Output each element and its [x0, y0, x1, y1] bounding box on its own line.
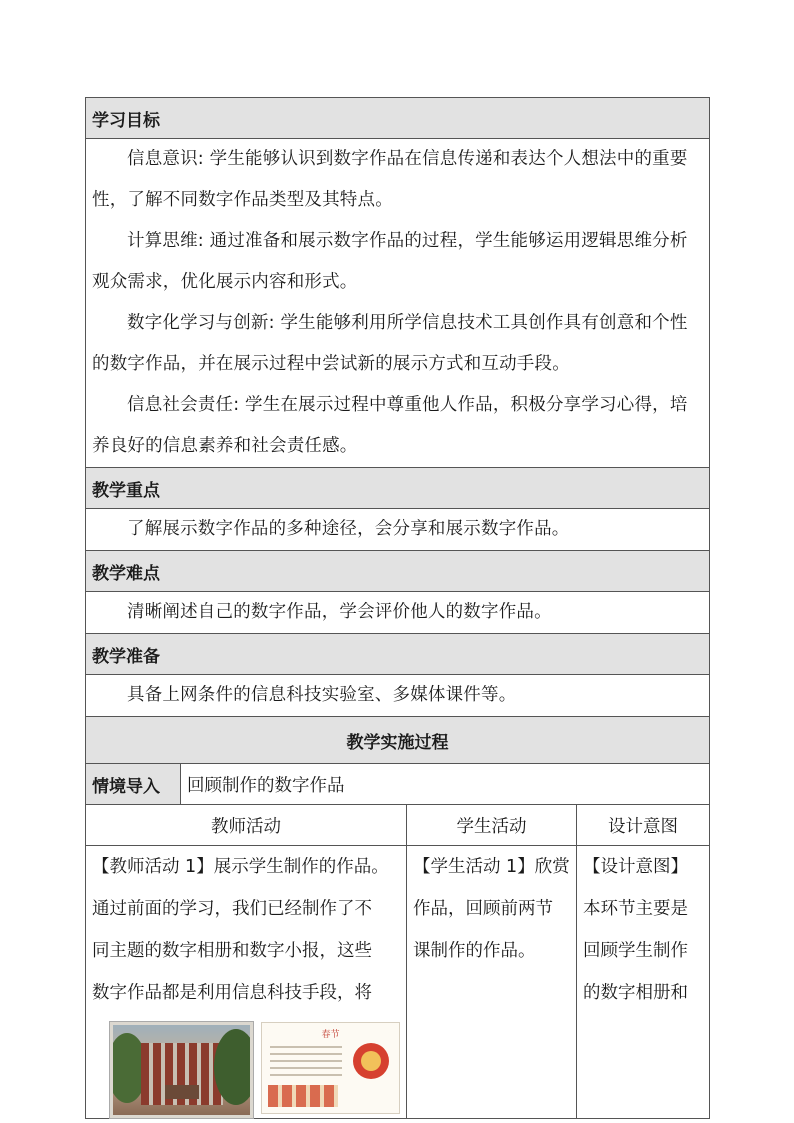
column-teacher-activity: 教师活动	[86, 805, 407, 846]
difficulty-header: 教学难点	[86, 551, 710, 592]
key-point-header-row	[86, 468, 710, 509]
student-activity-cell	[407, 846, 577, 1119]
teacher-line: 【教师活动 1】展示学生制作的作品。	[92, 857, 389, 877]
objectives-body-row	[86, 139, 710, 468]
process-header-row	[86, 717, 710, 764]
key-point-body-row	[86, 509, 710, 551]
objective-digital-learning: 数字化学习与创新: 学生能够利用所学信息技术工具创作具有创意和个性的数字作品，并在展示过程中尝试新的展示方式和互动手段。	[92, 313, 688, 374]
situation-label: 情境导入	[86, 764, 181, 805]
objective-information-awareness: 信息意识: 学生能够认识到数字作品在信息传递和表达个人想法中的重要性，了解不同数字作品类型及其特点。	[92, 149, 688, 210]
spring-festival-poster-image	[261, 1022, 400, 1114]
design-line: 回顾学生制作	[583, 941, 688, 961]
student-line: 课制作的作品。	[413, 941, 536, 961]
lesson-plan-table	[85, 97, 710, 1119]
column-student-activity: 学生活动	[407, 805, 577, 846]
design-line: 【设计意图】	[583, 857, 688, 877]
key-point-text: 了解展示数字作品的多种途径，会分享和展示数字作品。	[127, 519, 570, 539]
student-line: 作品，回顾前两节	[413, 899, 553, 919]
student-work-thumbnails	[92, 1014, 400, 1118]
design-line: 的数字相册和	[583, 983, 688, 1003]
design-line: 本环节主要是	[583, 899, 688, 919]
difficulty-header-row	[86, 551, 710, 592]
column-design-intent: 设计意图	[577, 805, 710, 846]
teacher-line: 数字作品都是利用信息科技手段，将	[92, 983, 372, 1003]
objectives-body	[86, 139, 710, 468]
situation-row	[86, 764, 710, 805]
objectives-header: 学习目标	[86, 98, 710, 139]
objectives-header-row	[86, 98, 710, 139]
key-point-header: 教学重点	[86, 468, 710, 509]
teacher-line: 通过前面的学习，我们已经制作了不	[92, 899, 372, 919]
school-photo-album-image	[110, 1022, 253, 1118]
teacher-line: 同主题的数字相册和数字小报，这些	[92, 941, 372, 961]
difficulty-body-row	[86, 592, 710, 634]
poster-title: 春节	[321, 1030, 340, 1040]
process-header: 教学实施过程	[86, 717, 710, 764]
activity-columns-row	[86, 805, 710, 846]
preparation-header: 教学准备	[86, 634, 710, 675]
design-intent-cell	[577, 846, 710, 1119]
preparation-header-row	[86, 634, 710, 675]
preparation-text: 具备上网条件的信息科技实验室、多媒体课件等。	[127, 685, 517, 705]
activity-body-row	[86, 846, 710, 1119]
teacher-activity-cell	[86, 846, 407, 1119]
preparation-body-row	[86, 675, 710, 717]
objective-computational-thinking: 计算思维: 通过准备和展示数字作品的过程，学生能够运用逻辑思维分析观众需求，优化展示内容和形式。	[92, 231, 688, 292]
student-line: 【学生活动 1】欣赏	[413, 857, 570, 877]
objective-social-responsibility: 信息社会责任: 学生在展示过程中尊重他人作品，积极分享学习心得，培养良好的信息素养和社会责任感。	[92, 395, 688, 456]
situation-value: 回顾制作的数字作品	[181, 764, 710, 805]
difficulty-text: 清晰阐述自己的数字作品，学会评价他人的数字作品。	[127, 602, 552, 622]
